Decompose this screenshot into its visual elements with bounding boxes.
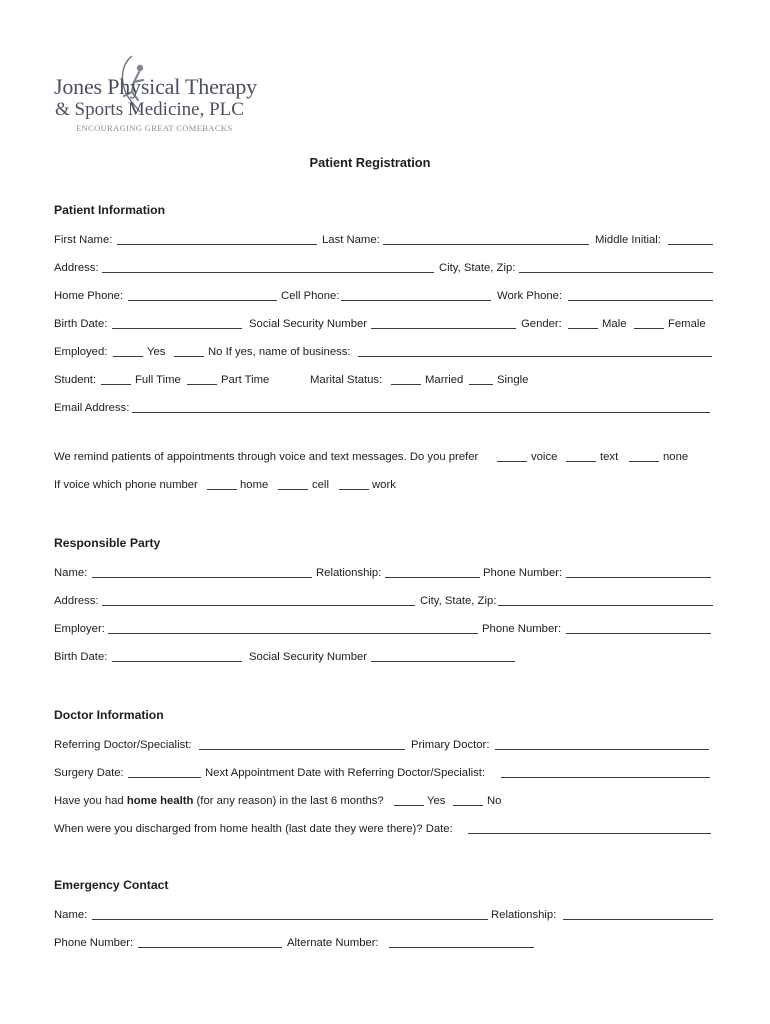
rp-birth-date-label: Birth Date: — [54, 651, 108, 663]
rp-city-state-zip-field[interactable] — [498, 605, 713, 606]
cell-phone-field[interactable] — [341, 300, 491, 301]
cell-phone-label: Cell Phone: — [281, 290, 340, 302]
row-student — [54, 372, 714, 388]
rp-name-label: Name: — [54, 567, 88, 579]
work-phone-field[interactable] — [568, 300, 713, 301]
rp-employer-field[interactable] — [108, 633, 478, 634]
ec-alternate-field[interactable] — [389, 947, 534, 948]
row-ec-phones — [54, 935, 714, 951]
row-rp-address — [54, 593, 714, 609]
home-health-question: Have you had home health (for any reason) in the last 6 months? — [54, 795, 384, 807]
first-name-field[interactable] — [117, 244, 317, 245]
married-blank[interactable] — [391, 384, 421, 385]
row-name — [54, 232, 714, 248]
city-state-zip-field[interactable] — [519, 272, 713, 273]
row-rp-birth — [54, 649, 714, 665]
home-health-no-blank[interactable] — [453, 805, 483, 806]
rp-name-field[interactable] — [92, 577, 312, 578]
next-appointment-field[interactable] — [501, 777, 710, 778]
first-name-label: First Name: — [54, 234, 113, 246]
last-name-field[interactable] — [383, 244, 589, 245]
employed-label: Employed: — [54, 346, 108, 358]
address-label: Address: — [54, 262, 99, 274]
reminder-none-label: none — [663, 451, 689, 463]
referring-doctor-label: Referring Doctor/Specialist: — [54, 739, 192, 751]
rp-employer-phone-field[interactable] — [566, 633, 711, 634]
row-discharged — [54, 821, 714, 837]
voice-work-label: work — [372, 479, 396, 491]
home-health-no-label: No — [487, 795, 502, 807]
student-label: Student: — [54, 374, 97, 386]
next-appointment-label: Next Appointment Date with Referring Doctor/Specialist: — [205, 767, 486, 779]
primary-doctor-label: Primary Doctor: — [411, 739, 490, 751]
section-heading-emergency: Emergency Contact — [54, 878, 169, 892]
home-phone-field[interactable] — [128, 300, 277, 301]
row-rp-employer — [54, 621, 714, 637]
ssn-label: Social Security Number — [249, 318, 368, 330]
section-heading-patient: Patient Information — [54, 203, 166, 217]
full-time-label: Full Time — [135, 374, 181, 386]
work-phone-label: Work Phone: — [497, 290, 563, 302]
logo-line-1: Jones Physical Therapy — [54, 74, 257, 99]
row-phones — [54, 288, 714, 304]
employed-no-business-label: No If yes, name of business: — [208, 346, 351, 358]
student-part-blank[interactable] — [187, 384, 217, 385]
middle-initial-label: Middle Initial: — [595, 234, 661, 246]
employed-no-blank[interactable] — [174, 356, 204, 357]
row-address — [54, 260, 714, 276]
rp-ssn-label: Social Security Number — [249, 651, 368, 663]
ec-name-label: Name: — [54, 909, 88, 921]
section-heading-responsible: Responsible Party — [54, 536, 161, 550]
married-label: Married — [425, 374, 464, 386]
logo-line-2: & Sports Medicine, PLC — [55, 99, 244, 120]
row-email — [54, 400, 714, 416]
rp-ssn-field[interactable] — [371, 661, 515, 662]
referring-doctor-field[interactable] — [199, 749, 405, 750]
primary-doctor-field[interactable] — [495, 749, 709, 750]
middle-initial-field[interactable] — [668, 244, 713, 245]
voice-cell-blank[interactable] — [278, 489, 308, 490]
rp-relationship-label: Relationship: — [316, 567, 382, 579]
home-health-yes-label: Yes — [427, 795, 446, 807]
employed-yes-label: Yes — [147, 346, 166, 358]
email-label: Email Address: — [54, 402, 130, 414]
company-logo — [54, 52, 284, 134]
city-state-zip-label: City, State, Zip: — [439, 262, 516, 274]
email-field[interactable] — [132, 412, 710, 413]
gender-label: Gender: — [521, 318, 562, 330]
ec-relationship-field[interactable] — [563, 919, 713, 920]
rp-phone-field[interactable] — [566, 577, 711, 578]
address-field[interactable] — [102, 272, 434, 273]
ec-name-field[interactable] — [92, 919, 488, 920]
home-phone-label: Home Phone: — [54, 290, 124, 302]
voice-cell-label: cell — [312, 479, 329, 491]
rp-birth-date-field[interactable] — [112, 661, 242, 662]
row-reminders — [54, 449, 714, 465]
rp-city-state-zip-label: City, State, Zip: — [420, 595, 497, 607]
voice-phone-label: If voice which phone number — [54, 479, 198, 491]
section-heading-doctor: Doctor Information — [54, 708, 164, 722]
row-rp-name — [54, 565, 714, 581]
rp-phone-label: Phone Number: — [483, 567, 563, 579]
rp-address-field[interactable] — [102, 605, 415, 606]
page-title: Patient Registration — [309, 155, 431, 170]
gender-female-blank[interactable] — [634, 328, 664, 329]
reminder-voice-blank[interactable] — [497, 461, 527, 462]
row-employed — [54, 344, 714, 360]
single-blank[interactable] — [469, 384, 493, 385]
voice-home-label: home — [240, 479, 269, 491]
row-voice-phone — [54, 477, 714, 493]
reminder-none-blank[interactable] — [629, 461, 659, 462]
single-label: Single — [497, 374, 529, 386]
part-time-label: Part Time — [221, 374, 270, 386]
row-birth — [54, 316, 714, 332]
logo-tagline: ENCOURAGING GREAT COMEBACKS — [76, 123, 233, 133]
last-name-label: Last Name: — [322, 234, 380, 246]
row-home-health — [54, 793, 714, 809]
row-ec-name — [54, 907, 714, 923]
voice-work-blank[interactable] — [339, 489, 369, 490]
employed-yes-blank[interactable] — [113, 356, 143, 357]
reminder-text-label: text — [600, 451, 619, 463]
ec-phone-field[interactable] — [138, 947, 282, 948]
home-health-yes-blank[interactable] — [394, 805, 424, 806]
ec-alternate-label: Alternate Number: — [287, 937, 379, 949]
gender-female-label: Female — [668, 318, 706, 330]
reminder-text-blank[interactable] — [566, 461, 596, 462]
birth-date-label: Birth Date: — [54, 318, 108, 330]
gender-male-label: Male — [602, 318, 627, 330]
row-doctors — [54, 737, 714, 753]
marital-status-label: Marital Status: — [310, 374, 383, 386]
student-full-blank[interactable] — [101, 384, 131, 385]
discharged-date-field[interactable] — [468, 833, 711, 834]
rp-employer-phone-label: Phone Number: — [482, 623, 562, 635]
rp-relationship-field[interactable] — [385, 577, 480, 578]
ec-relationship-label: Relationship: — [491, 909, 557, 921]
row-surgery — [54, 765, 714, 781]
ec-phone-label: Phone Number: — [54, 937, 134, 949]
ssn-field[interactable] — [371, 328, 516, 329]
surgery-date-field[interactable] — [128, 777, 201, 778]
surgery-date-label: Surgery Date: — [54, 767, 124, 779]
rp-employer-label: Employer: — [54, 623, 105, 635]
rp-address-label: Address: — [54, 595, 99, 607]
gender-male-blank[interactable] — [568, 328, 598, 329]
birth-date-field[interactable] — [112, 328, 242, 329]
reminder-text: We remind patients of appointments through voice and text messages. Do you prefer — [54, 451, 479, 463]
voice-home-blank[interactable] — [207, 489, 237, 490]
business-name-field[interactable] — [358, 356, 712, 357]
discharged-label: When were you discharged from home health (last date they were there)? Date: — [54, 823, 453, 835]
reminder-voice-label: voice — [531, 451, 558, 463]
